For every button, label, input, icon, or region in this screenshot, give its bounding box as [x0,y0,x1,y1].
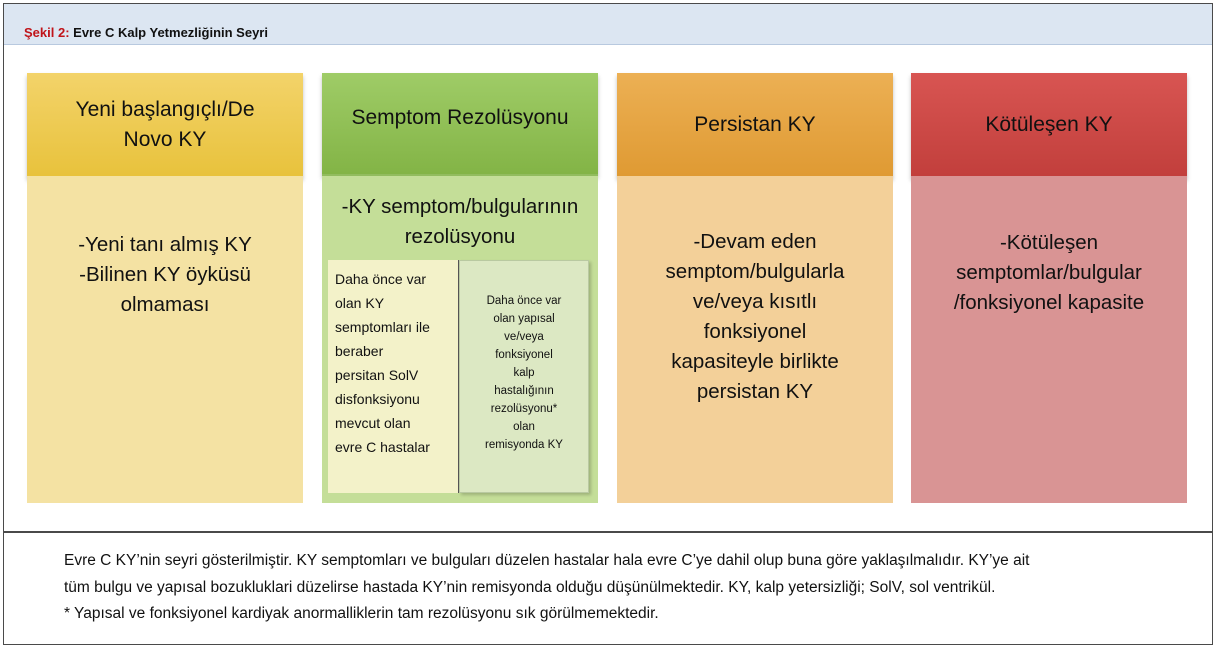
column-heading [617,73,893,178]
heading-line: Kötüleşen KY [985,112,1113,136]
figure-title-text: Evre C Kalp Yetmezliğinin Seyri [69,25,268,40]
column-heading [322,73,598,176]
caption-line: Evre C KY’nin seyri gösterilmiştir. KY semptomları ve bulguları düzelen hastalar hala evre C’ye dahil olup buna göre yaklaşılmalıdır. KY’ye ait [64,552,1030,569]
figure-caption [64,548,1164,628]
sub-line: evre C hastalar [335,439,430,455]
body-line: -Bilinen KY öyküsü [79,263,251,286]
body-line: -Devam eden [693,230,817,253]
sub-line: disfonksiyonu [335,391,420,407]
sub-line: persitan SolV [335,367,419,383]
stage-column-persistent [617,73,893,503]
column-heading [911,73,1187,178]
column-body [911,176,1187,503]
sub-line: mevcut olan [335,415,411,431]
body-line: kapasiteyle birlikte [671,350,839,373]
column-body [617,176,893,503]
body-line: -Kötüleşen [999,231,1098,254]
body-line: semptomlar/bulgular [956,261,1142,284]
sub-line: olan yapısal [493,313,555,325]
heading-line: Novo KY [123,127,207,151]
sub-line: semptomları ile [335,319,430,335]
body-line: ve/veya kısıtlı [692,290,818,313]
body-line: -KY semptom/bulgularının [341,195,579,218]
caption-line: tüm bulgu ve yapısal bozukluklari düzelirse hastada KY’nin remisyonda olduğu düşünülmektedir. KY, kalp yetersizliği; SolV, sol ventrikül. [64,578,996,596]
column-heading [27,73,303,178]
body-line: persistan KY [696,380,814,403]
body-line: fonksiyonel [703,320,807,343]
sub-line: fonksiyonel [495,349,553,361]
sub-line: rezolüsyonu* [490,403,558,415]
column-body [27,176,303,503]
sub-line: beraber [335,343,384,359]
body-line: -Yeni tanı almış KY [78,233,252,256]
sub-line: olan KY [335,295,385,311]
title-bar [4,4,1212,45]
body-line: olmaması [120,293,210,316]
sub-line: remisyonda KY [485,439,563,451]
figure-title [24,25,268,40]
sub-line: Daha önce var [335,271,427,287]
sub-line: ve/veya [504,331,544,343]
stage-column-worsening [911,73,1187,503]
caption-divider [4,531,1212,533]
sub-line: kalp [513,367,535,379]
sub-line: olan [513,421,535,433]
heading-line: Yeni başlangıçlı/De [75,97,255,121]
body-line: rezolüsyonu [404,225,516,248]
body-line: semptom/bulgularla [665,260,845,283]
body-line: /fonksiyonel kapasite [953,291,1145,314]
sub-line: hastalığının [494,385,554,397]
heading-line: Semptom Rezolüsyonu [351,106,569,129]
sub-box-remission [459,260,589,493]
figure-label: Şekil 2: [24,25,70,40]
stage-column-de-novo [27,73,303,503]
caption-line: * Yapısal ve fonksiyonel kardiyak anormalliklerin tam rezolüsyonu sık görülmemektedir. [64,605,659,622]
heading-line: Persistan KY [694,112,816,136]
sub-line: Daha önce var [486,295,562,307]
sub-box-persistent-dysfunction [328,260,459,493]
